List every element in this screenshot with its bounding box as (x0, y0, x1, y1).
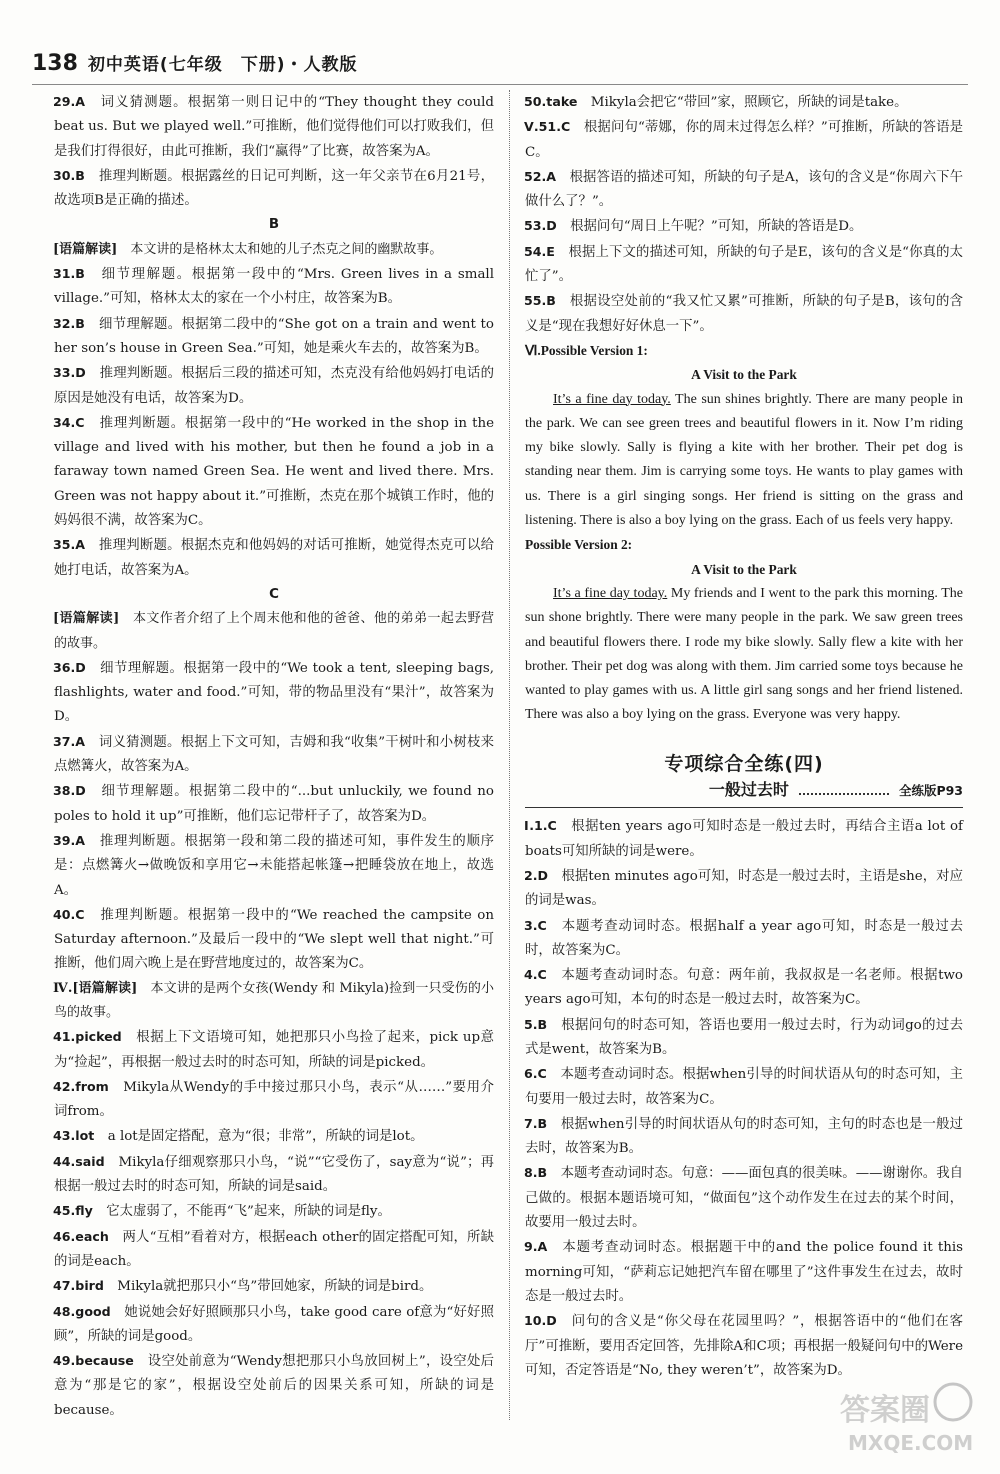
watermark-logo (828, 1380, 978, 1460)
passage-tag: [语篇解读] (53, 241, 118, 257)
answer-number: 3.C (524, 917, 547, 933)
left-column (54, 90, 494, 1423)
passage-tag: Ⅳ.[语篇解读] (53, 980, 138, 996)
answer-item (54, 1150, 494, 1200)
answer-item (525, 214, 963, 239)
dot-leader (799, 785, 889, 795)
answer-explanation: a lot是固定搭配，意为“很；非常”，所缺的词是lot。 (94, 1129, 424, 1145)
essay-opening: It’s a fine day today. (553, 391, 671, 407)
answer-explanation: 词义猜测题。根据上下文可知，吉姆和我“收集”干树叶和小树枝来点燃篝火，故答案为A。 (54, 734, 494, 775)
answer-item (525, 90, 963, 115)
answer-number: 34.C (53, 414, 85, 430)
watermark-url: MXQE.COM (848, 1431, 974, 1455)
section-letter: C (269, 586, 279, 602)
answer-item (54, 1349, 494, 1423)
answer-item (525, 1062, 963, 1112)
version-label: Ⅵ.Possible Version 1: (525, 342, 648, 358)
answer-item (54, 1025, 494, 1075)
answer-number: 9.A (524, 1239, 548, 1255)
answer-number: 46.each (53, 1228, 109, 1244)
answer-explanation: 根据答语的描述可知，所缺的句子是A，该句的含义是“你周六下午做什么了？”。 (525, 169, 963, 210)
answer-item (525, 914, 963, 964)
answer-explanation: 根据上下文的描述可知，所缺的句子是E，该句的含义是“你真的太忙了”。 (525, 244, 963, 285)
answer-item (54, 411, 494, 533)
answer-explanation: 细节理解题。根据第一段中的“We took a tent, sleeping bags, flashlights, water and food.”可知，带的物品里没有“果汁”，故答案为D。 (54, 660, 494, 725)
answer-number: 38.D (53, 783, 86, 799)
version-label: Possible Version 2: (525, 537, 633, 553)
answer-number: 6.C (524, 1066, 547, 1082)
answer-item (525, 1112, 963, 1162)
answer-number: 41.picked (53, 1029, 122, 1045)
page-reference: 全练版P93 (898, 783, 963, 799)
passage-summary-text: 本文讲的是格林太太和她的儿子杰克之间的幽默故事。 (117, 241, 443, 257)
answer-number: 45.fly (53, 1203, 93, 1219)
answer-item (54, 1225, 494, 1275)
answer-explanation: 推理判断题。根据第一段和第二段的描述可知，事件发生的顺序是：点燃篝火→做晚饭和享用它→未能搭起帐篷→把睡袋放在地上，故选A。 (54, 833, 494, 898)
answer-item (525, 864, 963, 914)
answer-explanation: 细节理解题。根据第一段中的“Mrs. Green lives in a small village.”可知，格林太太的家在一个小村庄，故答案为B。 (54, 267, 494, 307)
answer-explanation: 设空处前意为“Wendy想把那只小鸟放回树上”，设空处后意为“那是它的家”，根据设空处前后的因果关系可知，所缺的词是because。 (54, 1354, 494, 1418)
book-title: 初中英语(七年级 下册)・人教版 (87, 55, 358, 75)
answer-explanation: 本题考查动词时态。根据when引导的时间状语从句的时态可知，主句要用一般过去时，故答案为C。 (525, 1067, 963, 1107)
answer-item (54, 730, 494, 780)
page-number: 138 (32, 51, 78, 76)
answer-number: 29.A (53, 94, 86, 109)
answer-explanation: 根据when引导的时间状语从句的时态可知，主句的时态也是一般过去时，故答案为B。 (525, 1116, 963, 1157)
answer-number: 37.A (53, 733, 86, 749)
answer-number: 31.B (53, 266, 85, 282)
answer-explanation: Mikyla仔细观察那只小鸟，“说”“它受伤了，say意为“说”；再根据一般过去时的时态可知，所缺的词是said。 (54, 1154, 494, 1195)
answer-number: 10.D (524, 1313, 557, 1329)
answer-explanation: 细节理解题。根据第二段中的“...but unluckily, we found no poles to hold it up”可推断，他们忘记带杆子了，故答案为D。 (54, 784, 494, 824)
answer-explanation: 本题考查动词时态。句意：——面包真的很美味。——谢谢你。我自己做的。根据本题语境可知，“做面包”这个动作发生在过去的某个时间，故要用一般过去时。 (525, 1166, 963, 1231)
answer-explanation: 问句的含义是“你父母在花园里吗？”，根据答语中的“他们在客厅”可推断，要用否定回答，先排除A和C项；再根据一般疑问句中的Were可知，否定答语是“No, they weren’t”，故答案为D。 (525, 1314, 963, 1378)
answer-number: 8.B (524, 1165, 548, 1181)
answer-number: 39.A (53, 832, 86, 848)
answer-explanation: 根据ten years ago可知时态是一般过去时，再结合主语a lot of boats可知所缺的词是were。 (525, 819, 964, 859)
answer-explanation: 推理判断题。根据第一段中的“We reached the campsite on Saturday afternoon.”及最后一段中的“We slept well that night.”可推断，他们周六晚上是在野营地度过的，故答案为C。 (54, 907, 494, 972)
answer-number: 54.E (524, 243, 555, 259)
answer-item (525, 289, 963, 339)
passage-summary-text: 本文讲的是两个女孩(Wendy 和 Mikyla)捡到一只受伤的小鸟的故事。 (54, 980, 494, 1020)
answer-explanation: 根据问句的时态可知，答语也要用一般过去时，行为动词go的过去式是went，故答案为B。 (525, 1017, 963, 1057)
answer-number: 30.B (53, 167, 85, 183)
essay-body (525, 388, 963, 534)
answer-item (54, 779, 494, 829)
answer-item (54, 262, 494, 312)
answer-number: 36.D (53, 659, 86, 675)
answer-explanation: 细节理解题。根据第二段中的“She got on a train and went to her son’s house in Green Sea.”可知，她是乘火车去的，故答案为B。 (54, 316, 494, 356)
essay-body (525, 582, 963, 728)
answer-explanation: 本题考查动词时态。根据half a year ago可知，时态是一般过去时，故答案为C。 (525, 918, 963, 958)
answer-item (525, 814, 963, 864)
topic-rule (525, 807, 963, 808)
section-letter: B (268, 217, 280, 233)
answer-number: 52.A (524, 168, 557, 184)
answer-item (54, 829, 494, 903)
answer-number: 53.D (524, 218, 557, 234)
answer-item (54, 1274, 494, 1299)
answer-item (525, 1013, 963, 1063)
passage-summary-text: 本文作者介绍了上个周末他和他的爸爸、他的弟弟一起去野营的故事。 (54, 611, 494, 651)
answer-explanation: 推理判断题。根据后三段的描述可知，杰克没有给他妈妈打电话的原因是她没有电话，故答案为D。 (54, 366, 494, 406)
answer-number: 47.bird (53, 1278, 104, 1294)
answer-item (525, 1235, 963, 1309)
answer-item (54, 361, 494, 411)
answer-number: 4.C (524, 967, 547, 983)
right-column (525, 90, 963, 1383)
answer-number: 49.because (53, 1353, 134, 1369)
answer-explanation: 推理判断题。根据第一段中的“He worked in the shop in the village and lived with his mother, but then he found a job in a faraway town named Green Sea. He went and lived there. Mrs. Green was not happy about it.”可推断，杰克在那个城镇工作时，他的妈妈很不满，故答案为C。 (54, 415, 494, 529)
answer-explanation: Mikyla会把它“带回”家，照顾它，所缺的词是take。 (577, 95, 908, 110)
essay-title: A Visit to the Park (691, 367, 797, 383)
topic-title: 一般过去时 (708, 780, 789, 800)
page-header (32, 50, 357, 80)
answer-item (54, 1075, 494, 1125)
answer-number: 32.B (53, 315, 85, 331)
answer-explanation: 本题考查动词时态。句意：两年前，我叔叔是一名老师。根据two years ago可知，本句的时态是一般过去时，故答案为C。 (525, 968, 963, 1008)
answer-number: 42.from (53, 1078, 109, 1094)
answer-item (54, 1124, 494, 1149)
answer-explanation: 词义猜测题。根据第一则日记中的“They thought they could beat us. But we played well.”可推断，他们觉得他们可以打败我们，但是我们打得很好，由此可推断，我们“赢得”了比赛，故答案为A。 (54, 95, 494, 159)
answer-explanation: 推理判断题。根据露丝的日记可判断，这一年父亲节在6月21号，故选项B是正确的描述。 (54, 168, 494, 209)
answer-explanation: 推理判断题。根据杰克和他妈妈的对话可推断，她觉得杰克可以给她打电话，故答案为A。 (54, 538, 494, 578)
answer-item (525, 240, 963, 290)
essay-text: The sun shines brightly. There are many people in the park. We can see green trees and beautiful flowers in it. Now I’m riding my bike slowly. Sally is flying a kite with her brother. Their pet dog is standing near them. Jim is carrying some toys. He wants to play games with us. There is a girl singing songs. Her friend is sitting on the grass and listening. There is also a boy lying on the grass. Each of us feels very happy. (525, 391, 964, 529)
answer-item (54, 164, 494, 214)
answer-item (54, 1300, 494, 1350)
answer-number: 2.D (524, 867, 549, 883)
answer-number: Ⅴ.51.C (524, 119, 571, 135)
passage-tag: [语篇解读] (53, 611, 120, 627)
answer-number: 48.good (53, 1303, 111, 1319)
answer-number: 40.C (53, 906, 85, 922)
answer-item (54, 533, 494, 583)
answer-explanation: Mikyla就把那只小“鸟”带回她家，所缺的词是bird。 (103, 1279, 433, 1295)
answer-explanation: 根据问句“周日上午呢？”可知，所缺的答语是D。 (556, 219, 863, 235)
answer-item (54, 1199, 494, 1224)
answer-item (525, 1309, 963, 1383)
answer-item (525, 115, 963, 165)
watermark-text: 答案圈 (840, 1393, 930, 1428)
passage-summary (54, 238, 494, 262)
answer-item (525, 165, 963, 215)
answer-number: 50.take (524, 94, 578, 109)
answer-explanation: 根据设空处前的“我又忙又累”可推断，所缺的句子是B，该句的含义是“现在我想好好休息一下”。 (525, 294, 963, 334)
answer-number: 7.B (524, 1115, 548, 1131)
answer-item (54, 90, 494, 164)
answer-number: Ⅰ.1.C (524, 818, 557, 834)
column-divider (509, 90, 510, 1420)
answer-explanation: 本题考查动词时态。根据题干中的and the police found it this morning可知，“萨莉忘记她把汽车留在哪里了”这件事发生在过去，故时态是一般过去时。 (525, 1240, 963, 1304)
answer-item (525, 1161, 963, 1235)
answer-number: 33.D (53, 365, 86, 381)
answer-number: 55.B (524, 293, 556, 309)
answer-item (54, 312, 494, 362)
answer-item (54, 903, 494, 977)
section-heading: 专项综合全练(四) (664, 752, 824, 775)
topic-heading (525, 778, 963, 808)
answer-explanation: 她说她会好好照顾那只小鸟，take good care of意为“好好照顾”，所缺的词是good。 (54, 1304, 494, 1344)
answer-number: 43.lot (53, 1128, 95, 1144)
answer-explanation: 两人“互相”看着对方，根据each other的固定搭配可知，所缺的词是each。 (54, 1229, 494, 1269)
answer-explanation: Mikyla从Wendy的手中接过那只小鸟，表示“从……”要用介词from。 (54, 1079, 494, 1120)
answer-explanation: 根据ten minutes ago可知，时态是一般过去时，主语是she，对应的词是was。 (525, 868, 963, 909)
answer-explanation: 根据问句“蒂娜，你的周末过得怎么样？”可推断，所缺的答语是C。 (525, 120, 963, 160)
passage-summary (54, 607, 494, 656)
answer-number: 44.said (53, 1153, 105, 1169)
essay-text: My friends and I went to the park this morning. The sun shone brightly. There were many people in the park. We saw green trees and beautiful flowers there. I rode my bike slowly. Sally flew a kite with her brother. Their pet dog was along with them. Jim carried some toys because he wanted to play games with us. A little girl sang songs and her friend listened. There was also a boy lying on the grass. Everyone was very happy. (525, 585, 963, 723)
essay-title: A Visit to the Park (691, 561, 797, 577)
answer-number: 5.B (524, 1016, 548, 1032)
answer-explanation: 它太虚弱了，不能再“飞”起来，所缺的词是fly。 (92, 1204, 391, 1220)
answer-item (525, 963, 963, 1013)
header-rule (32, 84, 968, 85)
passage-summary (54, 977, 494, 1026)
answer-number: 35.A (53, 537, 86, 553)
essay-opening: It’s a fine day today. (553, 585, 668, 601)
answer-item (54, 656, 494, 730)
answer-explanation: 根据上下文语境可知，她把那只小鸟捡了起来，pick up意为“捡起”，再根据一般过去时的时态可知，所缺的词是picked。 (54, 1030, 494, 1070)
